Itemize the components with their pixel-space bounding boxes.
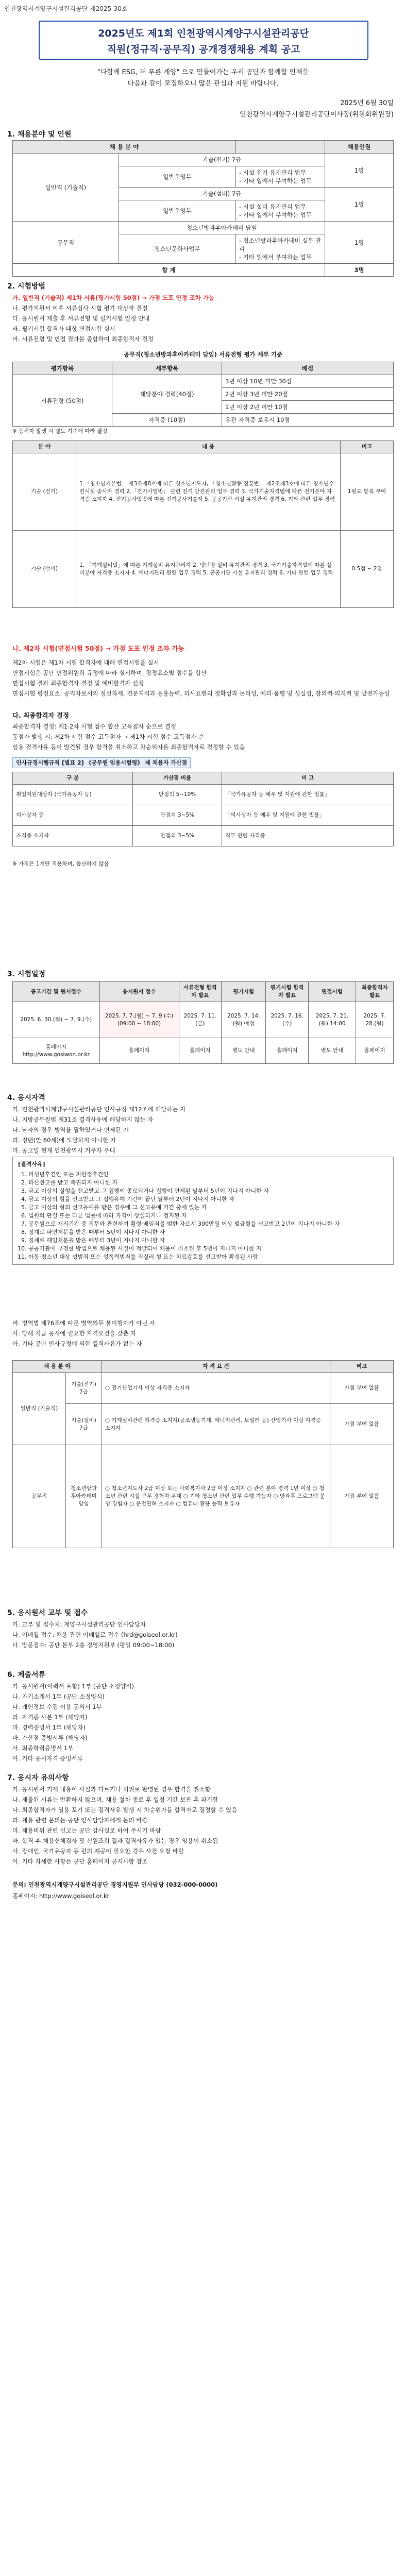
s1-sub: 기술(전기) 7급 (119, 154, 325, 166)
s7-item: 다. 최종합격자가 임용 포기 또는 결격사유 발생 시 차순위자를 합격자로 결정할 수 있음 (12, 1806, 238, 1814)
s2-item: 가. 일반직 (기술직) 제1차 서류(평가시험 50점) → 가점 도포 인정 조차 가능 (12, 294, 214, 301)
s2-detail-col: 비고 (341, 441, 394, 453)
s4-item: 다. 남자의 경우 병역을 필하였거나 면제된 자 (12, 1126, 129, 1133)
s4-extra-item: 바. 병역법 제76조에 따른 병역의무 불이행자가 아닌 자 (12, 1319, 156, 1327)
s2b-item: 면접시험 결과 최종합격자 결정 및 예비합격자 선정 (12, 680, 144, 687)
s1-col-count: 채용인원 (325, 141, 394, 154)
s4-item: 나. 지방공무원법 제31조 결격사유에 해당하지 않는 자 (12, 1116, 154, 1123)
section2-items (12, 294, 394, 345)
s2-sub-col: 배점 (222, 362, 394, 375)
bonus-table (12, 772, 394, 846)
s4-extra-item: 아. 기타 공단 인사규정에 의한 결격사유가 없는 자 (12, 1340, 142, 1347)
section5-title: 5. 응시원서 교부 및 접수 (7, 1609, 88, 1617)
s1-desc: - 시설 설비 유지관리 업무 - 기타 일에서 부여하는 업무 (236, 200, 325, 222)
sched-cell: 별도 안내 (222, 1038, 266, 1064)
s2-note: ※ 동점자 발생 시 별도 기준에 따라 결정 (12, 428, 108, 434)
qual-col: 자 격 요 건 (102, 1361, 330, 1373)
section3-title: 3. 시험일정 (7, 970, 46, 978)
title-box (39, 21, 368, 60)
bonus-cell: 직무 관련 자격증 (222, 826, 394, 846)
sched-cell: 2025. 6. 30.(월) ~ 7. 9.(수) (13, 1002, 100, 1038)
s1-cat-public: 공무직 (13, 222, 119, 264)
s2b-item: 면접시험 평정요소: 공직자로서의 정신자세, 전문지식과 응용능력, 의사표현의 정확성과 논리성, 예의·품행 및 성실성, 창의력·의지력 및 발전가능성 (12, 690, 390, 697)
disq-item: 4. 금고 이상의 형을 선고받고 그 집행유예 기간이 끝난 날부터 2년이 지나지 아니한 자 (28, 1195, 388, 1204)
final-items (12, 722, 394, 753)
section7-title: 7. 응시자 유의사항 (7, 1774, 69, 1782)
qual-col: 비고 (330, 1361, 394, 1373)
schedule-table (12, 981, 394, 1064)
disq-box-title: [결격사유] (18, 1161, 45, 1167)
section4-title: 4. 응시자격 (7, 1094, 46, 1102)
s4-item: 마. 공고일 현재 인천광역시 거주자 우대 (12, 1147, 115, 1154)
bonus-cell: 취업지원대상자 (국가유공자 등) (13, 785, 133, 805)
qual-cell: ○ 전기산업기사 이상 자격증 소지자 (102, 1373, 330, 1404)
intro-line-1: "다함께 ESG, 더 푸른 계양" 으로 만들어가는 우리 공단과 함께할 인재를 (97, 69, 309, 76)
qual-cell: 일반직 (기술직) (13, 1373, 66, 1445)
s2-detail-cell: 기술 (설비) (13, 531, 76, 608)
bonus-note: ※ 가점은 1개만 적용하며, 합산하지 않음 (12, 861, 109, 867)
issuer: 인천광역시계양구시설관리공단이사장(위원회위원장) (240, 111, 394, 118)
disq-item: 8. 징계로 파면처분을 받은 때부터 5년이 지나지 아니한 자 (28, 1228, 388, 1236)
s2-sub-cell: 서류전형 (50점) (13, 375, 112, 427)
s6-item: 아. 기타 응시자격 증빙서류 (12, 1755, 83, 1762)
s1-sub: 기술(설비) 7급 (119, 188, 325, 200)
s5-item: 다. 방문접수: 공단 본부 2층 경영지원부 (평일 09:00~18:00) (12, 1641, 175, 1649)
s2b-item: 면접시험은 공단 면접위원회 규정에 따라 실시하며, 평정요소별 점수를 합산 (12, 669, 207, 676)
s1-desc: - 청소년방과후아카데미 실무 관리 - 기타 일에서 부여하는 업무 (236, 234, 325, 264)
s6-item: 사. 최종학력증명서 1부 (12, 1744, 74, 1752)
final-item: 임용 결격사유 등이 발견될 경우 합격을 취소하고 차순위자를 최종합격자로 결정할 수 있음 (12, 743, 245, 751)
qualification-table (12, 1360, 394, 1548)
s2-subtable-title: 공무직(청소년방과후아카데미 담임) 서류전형 평가 세부 기준 (123, 351, 283, 358)
disq-item: 7. 공무원으로 재직기간 중 직무와 관련하여 횡령·배임죄를 범한 자로서 300만원 이상 벌금형을 선고받고 2년이 지나지 아니한 자 (28, 1220, 388, 1228)
s2-item: 마. 서류전형 및 면접 결과를 종합하여 최종합격자 결정 (12, 335, 154, 343)
section7-items (12, 1785, 394, 1868)
intro-line-2: 다음과 같이 모집하오니 많은 관심과 지원 바랍니다. (127, 80, 279, 88)
section2b-title: 나. 제2차 시험(면접시험 50점) → 가점 도포 인정 조차 가능 (12, 645, 184, 652)
qual-cell: 기술(전기) 7급 (66, 1373, 102, 1404)
s6-item: 나. 자기소개서 1부 (공단 소정양식) (12, 1693, 105, 1700)
section5-items (12, 1620, 394, 1651)
bonus-cell: 의사상자 등 (13, 805, 133, 826)
sched-cell: 2025. 7. 14.(월) 예정 (222, 1002, 266, 1038)
intro-text (12, 67, 394, 90)
title-line-1: 2025년도 제1회 인천광역시계양구시설관리공단 (98, 28, 309, 39)
qual-cell: 가점 부여 없음 (330, 1373, 394, 1404)
bonus-col: 비 고 (222, 772, 394, 785)
s1-total: 3명 (325, 264, 394, 277)
final-item: 최종합격자 결정: 제1·2차 시험 점수 합산 고득점자 순으로 결정 (12, 723, 177, 730)
sched-cell: 2025. 7. 16.(수) (266, 1002, 308, 1038)
sched-cell: 홈페이지 (356, 1038, 394, 1064)
s1-desc: - 시설 전기 유지관리 업무 - 기타 일에서 부여하는 업무 (236, 166, 325, 188)
sched-col: 면접시험 (308, 982, 356, 1002)
sched-cell: 홈페이지 (179, 1038, 221, 1064)
s1-count: 1명 (325, 188, 394, 222)
sched-cell: 2025. 7. 21.(월) 14:00 (308, 1002, 356, 1038)
bonus-box-wrap (12, 757, 394, 768)
s6-item: 가. 응시원서(이력서 포함) 1부 (공단 소정양식) (12, 1683, 134, 1690)
disq-item: 1. 피성년후견인 또는 피한정후견인 (28, 1171, 388, 1179)
section1-title: 1. 채용분야 및 인원 (7, 130, 72, 139)
s6-item: 라. 자격증 사본 1부 (해당자) (12, 1714, 88, 1721)
s6-item: 마. 경력증명서 1부 (해당자) (12, 1724, 86, 1731)
s4-item: 가. 인천광역시계양구시설관리공단 인사규정 제12조에 해당하는 자 (12, 1106, 186, 1113)
s1-cat-general: 일반직 (기술직) (13, 154, 119, 222)
s5-item: 가. 교부 및 접수처: 계양구시설관리공단 인사담당자 (12, 1621, 146, 1628)
disqualification-box (12, 1157, 394, 1265)
s7-item: 라. 채용 관련 문의는 공단 인사담당자에게 문의 바람 (12, 1817, 148, 1824)
bonus-cell: 「의사상자 등 예우 및 지원에 관한 법률」 (222, 805, 394, 826)
disq-item: 2. 파산선고를 받고 복권되지 아니한 자 (28, 1179, 388, 1187)
homepage-link[interactable]: 홈페이지: http://www.goiseol.or.kr (12, 1892, 110, 1900)
section2-detail-table (12, 440, 394, 608)
s4-extra-item: 사. 당해 직급 응시에 필요한 자격요건을 갖춘 자 (12, 1330, 137, 1337)
s2-detail-cell: 1.「청소년기본법」 제3조제8호에 따른 청소년지도자, 「청소년활동 진흥법」 제2조제3호에 따른 청소년수련시설 종사자 경력 2.「전기사업법」 관련 전기 안전관리 업무 경력 3. 국가기술자격법에 따른 전기분야 자격증 소지자 4. 전기공사업법에 따른 전기공사기술자 5. 공공기관 시설 유지관리 경력 6. 기타 관련 업무 경력 (76, 453, 341, 531)
sched-col: 필기시험 (222, 982, 266, 1002)
final-title: 다. 최종합격자 결정 (12, 711, 70, 719)
disq-item: 11. 아동·청소년 대상 성범죄 또는 성폭력범죄를 저질러 형 또는 치료감호를 선고받아 확정된 사람 (28, 1253, 388, 1261)
qual-cell: 가점 부여 없음 (330, 1445, 394, 1548)
s5-item: 나. 이메일 접수: 채용 관련 이메일로 접수 (hrd@goiseol.or.kr) (12, 1631, 178, 1638)
s2-detail-cell: 기술 (전기) (13, 453, 76, 531)
sched-cell: 별도 안내 (308, 1038, 356, 1064)
final-item: 동점자 발생 시: 제2차 시험 점수 고득점자 → 제1차 시험 점수 고득점자 순 (12, 733, 204, 740)
s1-total-label: 합 계 (13, 264, 325, 277)
disq-item: 5. 금고 이상의 형의 선고유예를 받은 경우에 그 선고유예 기간 중에 있는 자 (28, 1204, 388, 1212)
qual-cell: 가점 부여 없음 (330, 1404, 394, 1445)
section4-items (12, 1105, 394, 1157)
s2-detail-cell: 1. 「기계설비법」에 따른 기계설비 유지관리자 2. 냉난방 설비 유지관리 경력 3. 국가기술자격법에 따른 설비분야 자격증 소지자 4. 에너지관리 관련 업무 경력 5. 공공기관 시설 유지관리 경력 6. 기타 관련 업무 경력 (76, 531, 341, 608)
qual-cell: 청소년방과후아카데미 담임 (66, 1445, 102, 1548)
doc-number: 인천광역시계양구시설관리공단 제2025-30호 (4, 5, 128, 12)
s7-item: 사. 장애인, 국가유공자 등 편의 제공이 필요한 경우 사전 요청 바람 (12, 1848, 184, 1855)
s2-detail-cell: 0.5점 ~ 2점 (341, 531, 394, 608)
bonus-col: 가산점 비율 (133, 772, 222, 785)
s1-sub: 일반운영부 (119, 166, 235, 188)
s1-count: 1명 (325, 154, 394, 188)
s1-col-field: 채 용 분 야 (13, 141, 236, 154)
s4-item: 라. 정년(만 60세)에 도달하지 아니한 자 (12, 1137, 116, 1144)
s6-item: 바. 가산점 증빙서류 (해당자) (12, 1734, 88, 1741)
s2-sub-cell: 유관 자격증 보유시 10점 (222, 414, 394, 427)
qual-cell: 기술(설비) 7급 (66, 1404, 102, 1445)
sched-cell: 2025. 7. 7.(월) ~ 7. 9.(수) (09:00 ~ 18:00) (99, 1002, 179, 1038)
s2-sub-cell: 2년 이상 3년 미만 20점 (222, 388, 394, 401)
section6-title: 6. 제출서류 (7, 1671, 46, 1679)
bonus-col: 구 분 (13, 772, 133, 785)
qual-col: 채 용 분 야 (13, 1361, 102, 1373)
s2-sub-col: 평가항목 (13, 362, 112, 375)
sched-col: 공고기간 및 원서접수 (13, 982, 100, 1002)
s7-item: 마. 채용비위 관련 신고는 공단 감사실로 하여 주시기 바람 (12, 1827, 161, 1834)
s2-detail-col: 분 야 (13, 441, 76, 453)
date-issuer (12, 98, 394, 121)
bonus-cell: 자격증 소지자 (13, 826, 133, 846)
s7-item: 아. 기타 자세한 사항은 공단 홈페이지 공지사항 참조 (12, 1858, 148, 1865)
s6-item: 다. 개인정보 수집·이용 동의서 1부 (12, 1703, 102, 1710)
s2-item: 다. 응시원서 제출 후 서류전형 및 필기시험 일정 안내 (12, 315, 150, 322)
section2b-items (12, 658, 394, 700)
s2-detail-cell: 1필요 항목 부여 (341, 453, 394, 531)
section6-items (12, 1682, 394, 1765)
disq-item: 3. 금고 이상의 실형을 선고받고 그 집행이 종료되거나 집행이 면제된 날부터 5년이 지나지 아니한 자 (28, 1187, 388, 1195)
s7-item: 나. 제출된 서류는 반환하지 않으며, 채용 절차 종료 후 일정 기간 보관 후 파기함 (12, 1796, 218, 1803)
s2-sub-col: 세부항목 (112, 362, 222, 375)
disq-item: 9. 징계로 해임처분을 받은 때부터 3년이 지나지 아니한 자 (28, 1236, 388, 1245)
disq-item: 10. 공공기관에 부정한 방법으로 채용된 사실이 적발되어 채용이 취소된 후 5년이 지나지 아니한 자 (28, 1245, 388, 1253)
announce-date: 2025년 6월 30일 (340, 99, 394, 107)
sched-col: 필기시험 합격자 발표 (266, 982, 308, 1002)
section2-subtable (12, 362, 394, 427)
disq-item: 6. 법원의 판결 또는 다른 법률에 따라 자격이 상실되거나 정지된 자 (28, 1212, 388, 1220)
s2-sub-cell: 자격증 (10점) (112, 414, 222, 427)
bonus-cell: 만점의 3~5% (133, 805, 222, 826)
disq-list (18, 1171, 388, 1261)
section2-title: 2. 시험방법 (7, 282, 46, 291)
s2-item: 나. 평가지원서 이후 서류심사 시험 평가 대상자 결정 (12, 304, 148, 312)
sched-cell: 2025. 7. 11.(금) (179, 1002, 221, 1038)
title-line-2: 직원(정규직·공무직) 공개경쟁채용 계획 공고 (107, 44, 300, 55)
sched-cell: 홈페이지 (99, 1038, 179, 1064)
s2-item: 라. 필기시험 합격자 대상 면접시험 실시 (12, 325, 115, 332)
sched-cell: 홈페이지 (266, 1038, 308, 1064)
s1-sub: 청소년방과후아카데미 담임 (119, 222, 325, 234)
sched-col: 응시원서 접수 (99, 982, 179, 1002)
s2b-item: 제2차 시험은 제1차 시험 합격자에 대해 면접시험을 실시 (12, 659, 159, 666)
sched-cell: 홈페이지 http://www.gosiwon.or.kr (13, 1038, 100, 1064)
section4-extra (12, 1319, 394, 1350)
qual-cell: ○ 기계설비관련 자격증 소지자(공조냉동기계, 에너지관리, 보일러 등) 산업기사 이상 자격증 소지자 (102, 1404, 330, 1445)
bonus-cell: 만점의 5~10% (133, 785, 222, 805)
qual-cell: 공무직 (13, 1445, 66, 1548)
sched-cell: 2025. 7. 28.(월) (356, 1002, 394, 1038)
bonus-cell: 만점의 3~5% (133, 826, 222, 846)
s1-sub: 청소년문화사업부 (119, 234, 235, 264)
s2-sub-cell: 해당분야 경력(40점) (112, 375, 222, 414)
sched-col: 최종합격자 발표 (356, 982, 394, 1002)
s2-sub-cell: 3년 이상 10년 미만 30점 (222, 375, 394, 388)
section1-table (12, 140, 394, 277)
bonus-cell: 「국가유공자 등 예우 및 지원에 관한 법률」 (222, 785, 394, 805)
s2-detail-col: 내 용 (76, 441, 341, 453)
bonus-box-label: 인사규정시행규칙 [별표 2] 《공무원 임용시험령》 제 채용자 가산점 (12, 757, 191, 768)
s1-col-blank (236, 141, 325, 154)
contact-info: 문의: 인천광역시계양구시설관리공단 경영지원부 인사담당 (032-000-0000) (12, 1881, 218, 1888)
s1-sub: 일반운영부 (119, 200, 235, 222)
s2-sub-cell: 1년 이상 2년 미만 10점 (222, 401, 394, 414)
qual-cell: ○ 청소년지도사 2급 이상 또는 사회복지사 2급 이상 소지자 ○ 관련 분야 경력 1년 이상 ○ 청소년 관련 시설 근무 경험자 우대 ○ 기타 청소년 관련 업무 수행 가능자 ○ 방과후 프로그램 운영 경험자 ○ 운전면허 소지자 ○ 컴퓨터 활용 능력 보유자 (102, 1445, 330, 1548)
s7-item: 가. 응시원서 기재 내용이 사실과 다르거나 허위로 판명된 경우 합격을 취소함 (12, 1786, 211, 1793)
s1-count: 1명 (325, 222, 394, 264)
s7-item: 바. 합격 후 채용신체검사 및 신원조회 결과 결격사유가 있는 경우 임용이 취소됨 (12, 1837, 218, 1844)
sched-col: 서류전형 합격자 발표 (179, 982, 221, 1002)
